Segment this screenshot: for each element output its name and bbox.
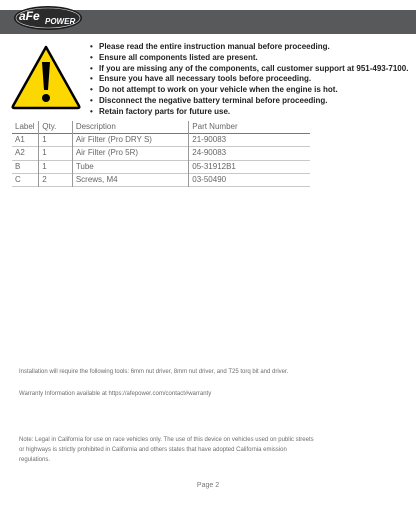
- svg-text:POWER: POWER: [45, 17, 76, 26]
- table-row: [12, 173, 310, 186]
- cell-qty: 2: [39, 173, 73, 186]
- warning-triangle-icon: [10, 44, 82, 110]
- table-row: [12, 134, 310, 147]
- cell-part-number: 03-50490: [189, 173, 310, 186]
- header-part-number: Part Number: [189, 121, 310, 134]
- cell-label: A1: [15, 135, 25, 145]
- cell-description: Air Filter (Pro DRY S): [72, 134, 188, 147]
- warranty-note: Warranty Information available at https://afepower.com/contact#warranty: [19, 391, 212, 397]
- header-label: Label: [15, 122, 35, 132]
- table-row: [12, 147, 310, 160]
- cell-description: Air Filter (Pro 5R): [72, 147, 188, 160]
- cell-part-number: 24-90083: [189, 147, 310, 160]
- cell-qty: 1: [39, 160, 73, 173]
- warning-item: • Please read the entire instruction manual before proceeding.: [90, 42, 330, 51]
- parts-table-header: [12, 121, 310, 134]
- warning-item: • Do not attempt to work on your vehicle when the engine is hot.: [90, 85, 338, 95]
- header-qty: Qty.: [39, 121, 73, 134]
- cell-qty: 1: [39, 147, 73, 160]
- cell-part-number: 21-90083: [189, 134, 310, 147]
- cell-label: C: [15, 174, 21, 184]
- warning-item: • Ensure you have all necessary tools before proceeding.: [90, 74, 312, 84]
- warning-list: [90, 42, 416, 118]
- warning-item: • Disconnect the negative battery terminal before proceeding.: [90, 95, 328, 105]
- cell-part-number: 05-31912B1: [189, 160, 310, 173]
- cell-description: Tube: [72, 160, 188, 173]
- cell-description: Screws, M4: [72, 173, 188, 186]
- warning-item: • If you are missing any of the components, call customer support at 951-493-7100.: [90, 63, 409, 73]
- cell-qty: 1: [39, 134, 73, 147]
- cell-label: A2: [15, 148, 25, 158]
- warning-item: • Retain factory parts for future use.: [90, 106, 231, 116]
- svg-text:aFe: aFe: [19, 9, 40, 23]
- header-description: Description: [72, 121, 188, 134]
- parts-table: [12, 121, 310, 187]
- warning-item: • Ensure all components listed are present.: [90, 52, 258, 62]
- table-row: [12, 160, 310, 173]
- page-number: Page 2: [196, 482, 220, 489]
- afe-power-logo: [12, 3, 82, 33]
- cell-label: B: [15, 161, 21, 171]
- tools-note: Installation will require the following tools: 6mm nut driver, 8mm nut driver, and T25 torq bit and driver.: [19, 369, 289, 375]
- legal-note: Note: Legal in California for use on race vehicles only. The use of this device on vehicles used on public streets or highways is strictly prohibited in California and others states that have adopted California emission regulations.: [19, 437, 314, 463]
